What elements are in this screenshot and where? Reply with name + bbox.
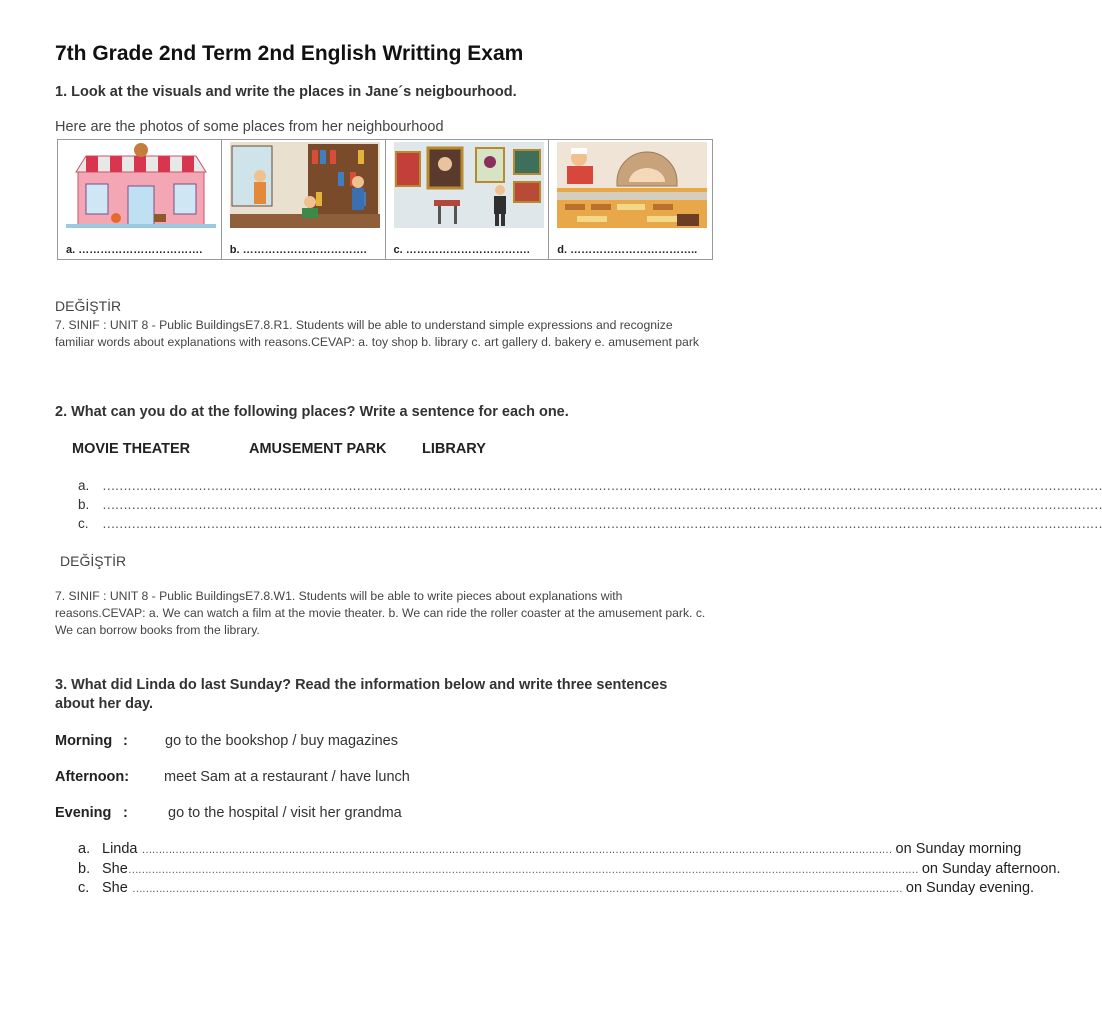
info-separator: : — [123, 805, 128, 821]
answer-sentence-b[interactable] — [78, 861, 1061, 877]
question-2-metadata: 7. SINIF : UNIT 8 - Public BuildingsE7.8.W1. Students will be able to write pieces about explanations with reasons.CEVAP: a. We can watch a film at the movie theater. b. We can ride the roller coaster at the amusement park. c. We can borrow books from the library. — [55, 589, 706, 637]
answer-letter: b. — [78, 861, 91, 877]
question-1-metadata: 7. SINIF : UNIT 8 - Public BuildingsE7.8.R1. Students will be able to understand simple expressions and recognize familiar words about explanations with reasons.CEVAP: a. toy shop b. library c. art gallery d. bakery e. amusement park — [55, 318, 699, 349]
answer-end: on Sunday morning — [895, 841, 1022, 857]
question-1-heading: 1. Look at the visuals and write the places in Jane´s neigbourhood. — [55, 84, 517, 100]
info-label: Afternoon: — [55, 769, 130, 785]
answer-letter: c. — [78, 880, 90, 896]
info-evening — [55, 805, 402, 821]
answer-end: on Sunday evening. — [905, 880, 1035, 896]
info-label: Evening — [55, 805, 112, 821]
answer-end: on Sunday afternoon. — [921, 861, 1061, 877]
library-illustration — [230, 142, 380, 228]
page-title: 7th Grade 2nd Term 2nd English Writting Exam — [55, 42, 524, 65]
photo-cell-c — [386, 140, 550, 259]
info-label: Morning — [55, 733, 113, 749]
answer-dots: …………………………………………………………………………………………………………………………………………………………………………………………………………………… — [102, 478, 1102, 493]
answer-letter: a. — [78, 841, 91, 857]
photo-label-a: a. ……………………………. — [66, 244, 203, 256]
photo-label-d: d. …………………………….. — [557, 244, 698, 256]
info-text: meet Sam at a restaurant / have lunch — [164, 769, 410, 785]
question-1-intro: Here are the photos of some places from her neighbourhood — [55, 119, 444, 135]
answer-letter: a. — [78, 478, 90, 493]
question-3-heading-line-1: 3. What did Linda do last Sunday? Read the information below and write three sentences — [55, 677, 668, 693]
info-separator: : — [123, 733, 128, 749]
answer-start: Linda — [102, 841, 138, 857]
bakery-illustration — [557, 142, 707, 228]
question-2-heading: 2. What can you do at the following places? Write a sentence for each one. — [55, 404, 569, 420]
place-2: AMUSEMENT PARK — [249, 441, 387, 457]
info-afternoon — [55, 769, 410, 785]
photo-cell-b — [222, 140, 386, 259]
answer-letter: c. — [78, 516, 89, 531]
answer-dots: ……………………………………………………………………………………………………………………………………………………………………………………………………… — [141, 844, 892, 856]
toy-shop-illustration — [66, 142, 216, 228]
answer-dots: …………………………………………………………………………………………………………………………………………………………………………………………………………… — [131, 883, 902, 895]
photo-table — [57, 139, 713, 260]
answer-line-a[interactable] — [78, 478, 1102, 493]
photo-cell-a — [58, 140, 222, 259]
info-morning — [55, 733, 398, 749]
answer-letter: b. — [78, 497, 90, 512]
answer-line-b[interactable] — [78, 497, 1102, 512]
place-3: LIBRARY — [422, 441, 486, 457]
answer-dots: …………………………………………………………………………………………………………………………………………………………………………………………………………………… — [102, 516, 1102, 531]
photo-label-c: c. ……………………………. — [393, 244, 530, 256]
info-text: go to the hospital / visit her grandma — [168, 805, 402, 821]
answer-sentence-a[interactable] — [78, 841, 1021, 857]
answer-sentence-c[interactable] — [78, 880, 1034, 896]
question-3-heading-line-2: about her day. — [55, 696, 154, 712]
change-link-1[interactable]: DEĞİŞTİR — [55, 298, 122, 314]
answer-line-c[interactable] — [78, 516, 1102, 531]
answer-dots: …………………………………………………………………………………………………………………………………………………………………………………………………………………… — [102, 497, 1102, 512]
answer-start: She — [102, 880, 128, 896]
place-1: MOVIE THEATER — [72, 441, 191, 457]
info-text: go to the bookshop / buy magazines — [165, 733, 398, 749]
answer-start: She — [102, 861, 128, 877]
change-link-2[interactable]: DEĞİŞTİR — [60, 553, 127, 569]
photo-cell-d — [549, 140, 712, 259]
photo-label-b: b. ……………………………. — [229, 244, 367, 256]
art-gallery-illustration — [394, 142, 544, 228]
answer-dots: ………………………………………………………………………………………………………………………………………………………………………………………………………………… — [127, 864, 918, 876]
